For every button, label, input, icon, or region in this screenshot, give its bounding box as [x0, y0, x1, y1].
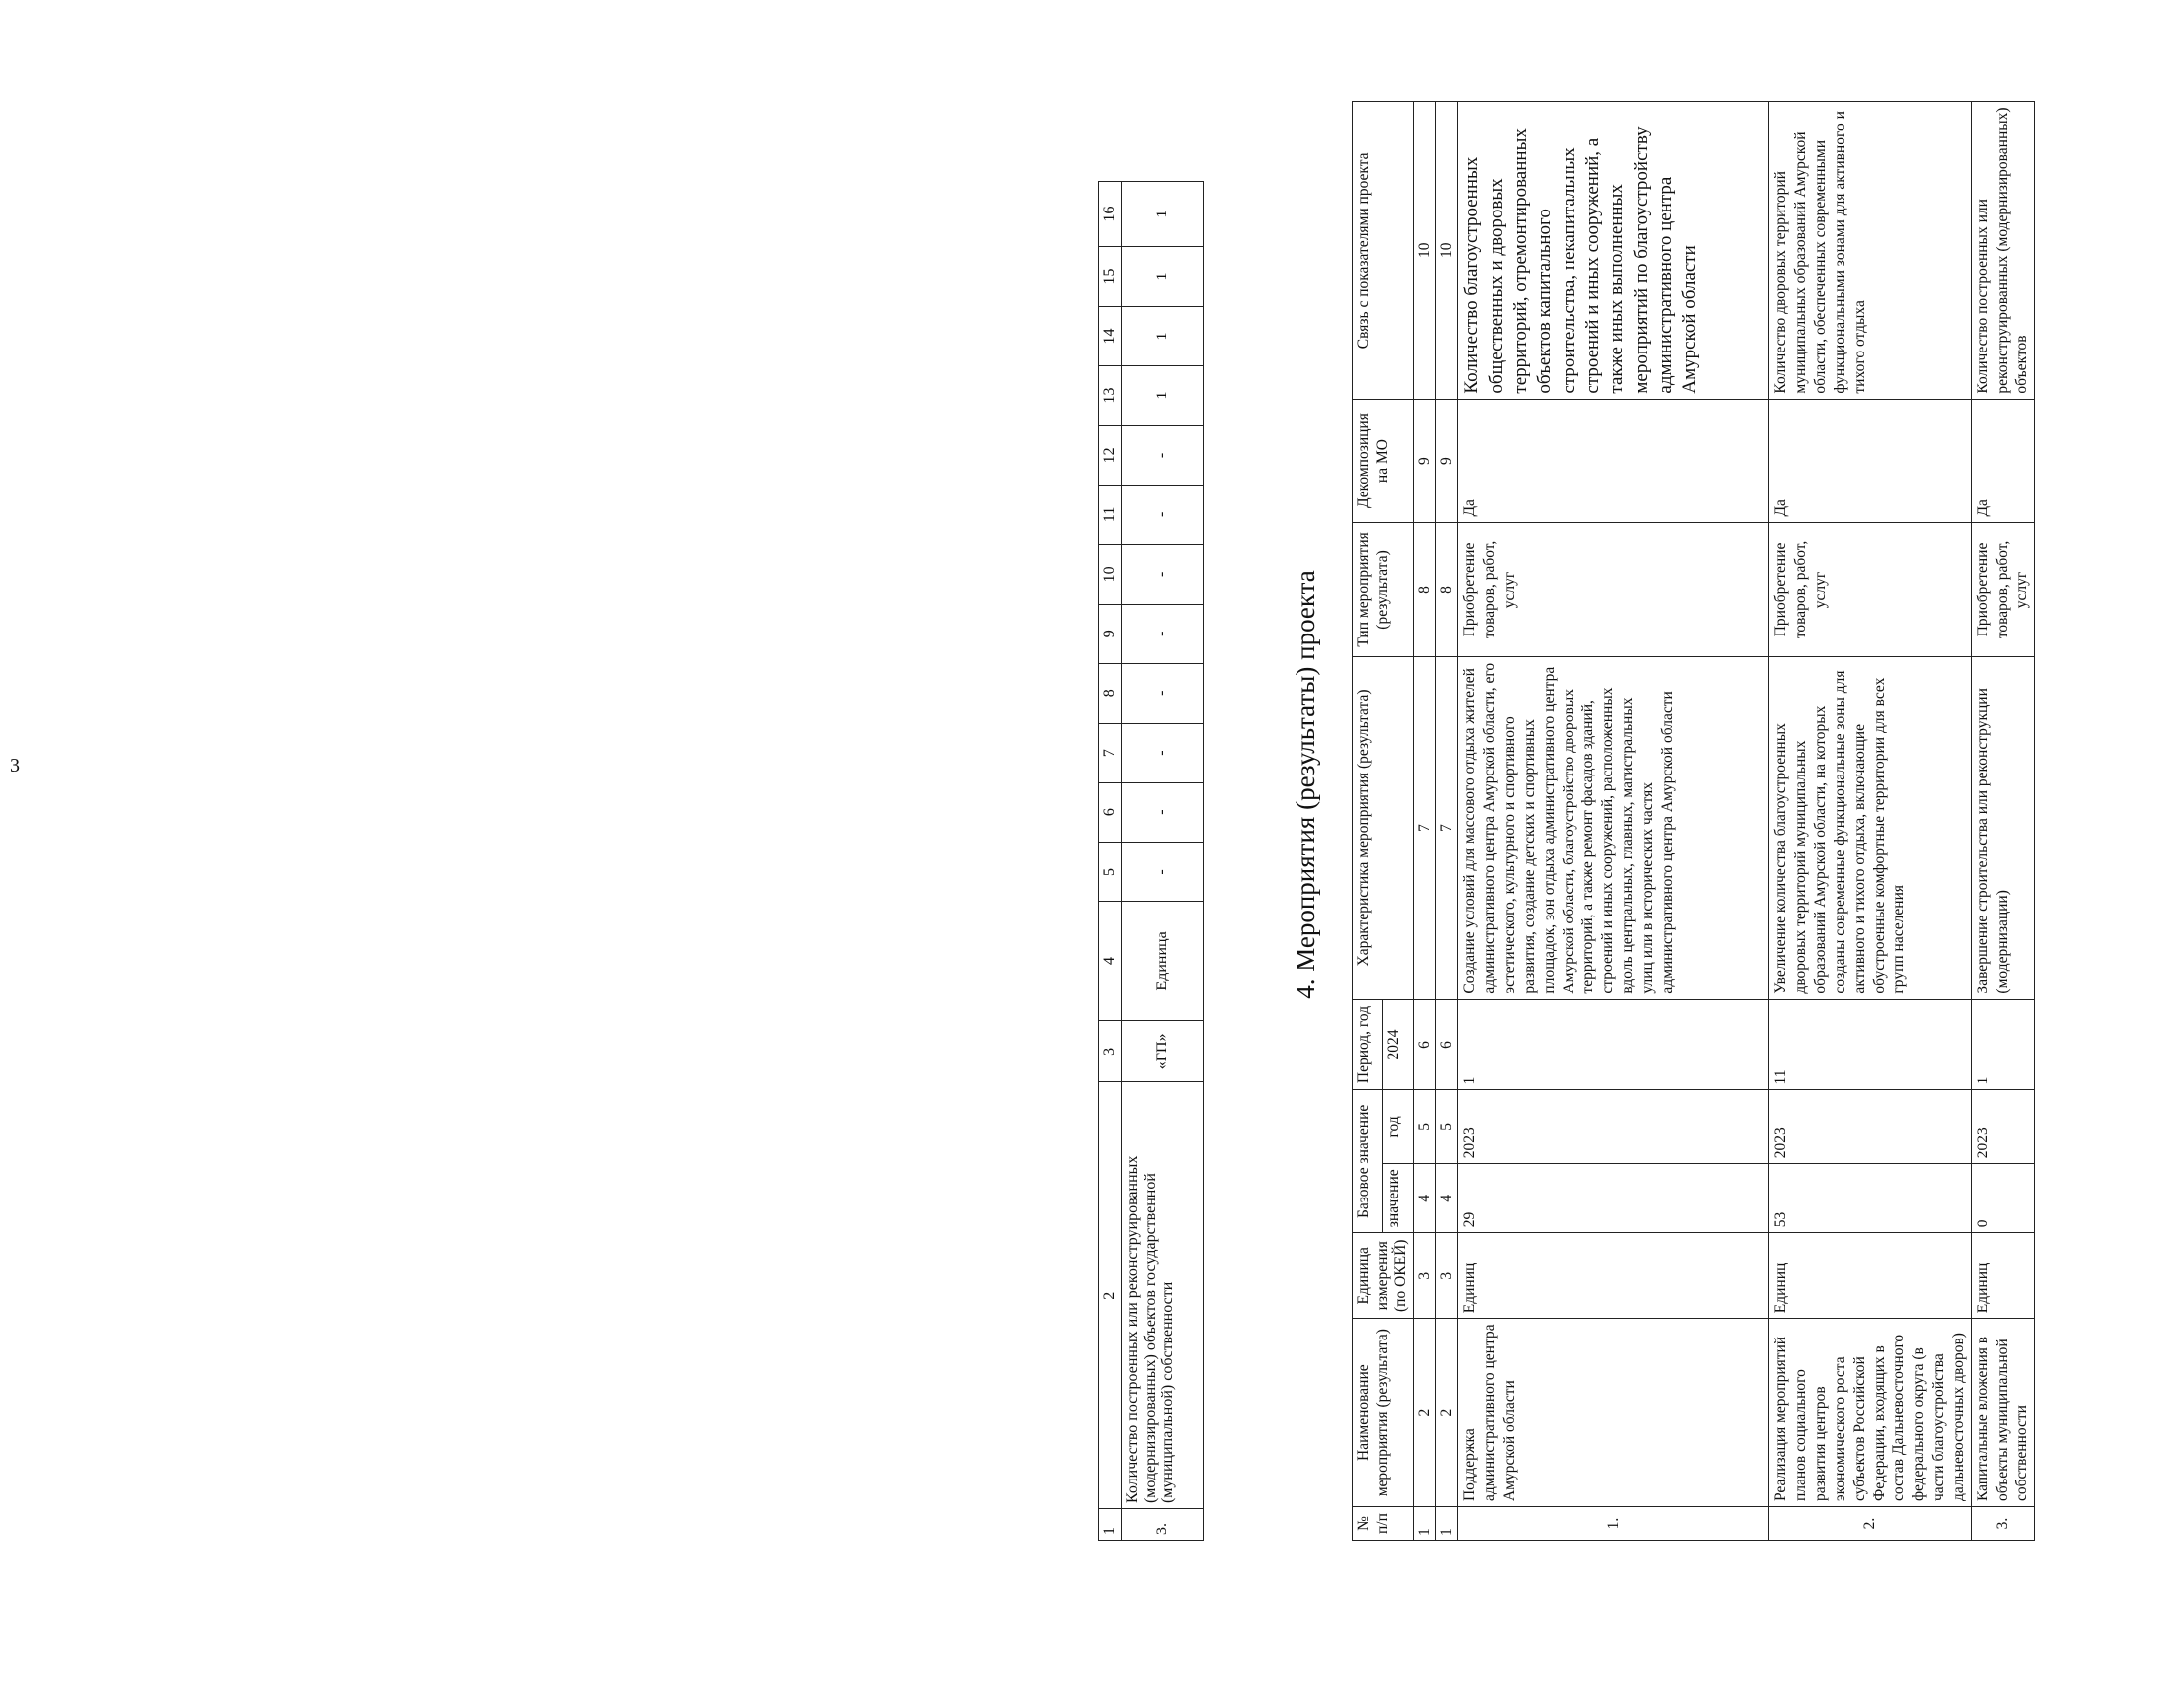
activity-characteristic: Увеличение количества благоустроенных дворовых территорий муниципальных образований Амурской области, на которых созданы современные функциональные зоны для активного и тихого отдыха, включающие обустроенные комфортные территории для всех групп населения — [1769, 657, 1971, 999]
row-number: 3. — [1122, 1509, 1204, 1541]
indicator-name: Количество построенных или реконструированных (модернизированных) объектов государственной (муниципальной) собственности — [1122, 1082, 1204, 1509]
header-cell: 9 — [1099, 604, 1122, 663]
header-base: Базовое значение — [1353, 1090, 1383, 1233]
header-decomposition: Декомпозиция на МО — [1353, 399, 1414, 522]
table-row — [1769, 102, 1971, 1541]
value-cell: 1 — [1122, 182, 1204, 247]
header-row — [1099, 182, 1122, 1541]
decomposition-value: Да — [1971, 399, 2034, 522]
column-number: 4 — [1413, 1164, 1435, 1233]
base-year: 2023 — [1971, 1090, 2034, 1164]
page-number: 3 — [10, 755, 20, 776]
column-number: 8 — [1435, 522, 1458, 657]
linked-indicator: Количество построенных или реконструированных (модернизированных) объектов — [1971, 102, 2034, 400]
header-cell: 12 — [1099, 425, 1122, 485]
column-number: 6 — [1435, 999, 1458, 1090]
value-cell: - — [1122, 723, 1204, 782]
header-base-year: год — [1383, 1090, 1413, 1164]
value-cell: - — [1122, 485, 1204, 544]
activity-unit: Единиц — [1458, 1233, 1769, 1319]
value-cell: 1 — [1122, 247, 1204, 307]
activity-unit: Единиц — [1971, 1233, 2034, 1319]
column-number-row — [1435, 102, 1458, 1541]
column-number: 1 — [1435, 1507, 1458, 1541]
header-cell: 4 — [1099, 902, 1122, 1021]
section-title: 4. Мероприятия (результаты) проекта — [1291, 570, 1320, 999]
header-type: Тип мероприятия (результата) — [1353, 522, 1414, 657]
column-number: 1 — [1413, 1507, 1435, 1541]
base-value: 29 — [1458, 1164, 1769, 1233]
row-number: 2. — [1769, 1507, 1971, 1541]
header-period-year: 2024 — [1383, 999, 1413, 1090]
column-number: 7 — [1435, 657, 1458, 999]
base-year: 2023 — [1458, 1090, 1769, 1164]
activity-type: Приобретение товаров, работ, услуг — [1971, 522, 2034, 657]
rotated-page-content — [1092, 20, 2184, 1549]
project-activities-table — [1352, 101, 2035, 1541]
header-cell: 6 — [1099, 782, 1122, 842]
column-number: 4 — [1435, 1164, 1458, 1233]
base-value: 0 — [1971, 1164, 2034, 1233]
header-name: Наименование мероприятия (результата) — [1353, 1319, 1414, 1507]
period-value: 1 — [1971, 999, 2034, 1090]
base-value: 53 — [1769, 1164, 1971, 1233]
column-number: 8 — [1413, 522, 1435, 657]
indicators-continuation-table — [1098, 181, 1204, 1541]
value-cell: - — [1122, 842, 1204, 902]
row-number: 3. — [1971, 1507, 2034, 1541]
activity-name: Капитальные вложения в объекты муниципальной собственности — [1971, 1319, 2034, 1507]
base-year: 2023 — [1769, 1090, 1971, 1164]
value-cell: 1 — [1122, 365, 1204, 425]
column-number: 10 — [1435, 102, 1458, 400]
table-row — [1971, 102, 2034, 1541]
header-cell: 1 — [1099, 1509, 1122, 1541]
column-number: 3 — [1413, 1233, 1435, 1319]
column-number: 2 — [1413, 1319, 1435, 1507]
header-cell: 10 — [1099, 544, 1122, 604]
activity-name: Реализация мероприятий планов социального развития центров экономического роста субъектов Российской Федерации, входящих в состав Дальневосточного федерального округа (в части благоустройства дальневосточных дворов) — [1769, 1319, 1971, 1507]
indicator-level: «ГП» — [1122, 1021, 1204, 1082]
value-cell: - — [1122, 782, 1204, 842]
column-number: 9 — [1413, 399, 1435, 522]
header-cell: 8 — [1099, 663, 1122, 723]
activity-type: Приобретение товаров, работ, услуг — [1458, 522, 1769, 657]
header-link: Связь с показателями проекта — [1353, 102, 1414, 400]
activity-name: Поддержка административного центра Амурской области — [1458, 1319, 1769, 1507]
linked-indicator: Количество дворовых территорий муниципальных образований Амурской области, обеспеченных современными функциональными зонами для активного и тихого отдыха — [1769, 102, 1971, 400]
header-cell: 5 — [1099, 842, 1122, 902]
column-number: 5 — [1413, 1090, 1435, 1164]
value-cell: 1 — [1122, 307, 1204, 366]
value-cell: - — [1122, 604, 1204, 663]
header-unit: Единица измерения (по ОКЕЙ) — [1353, 1233, 1414, 1319]
activity-type: Приобретение товаров, работ, услуг — [1769, 522, 1971, 657]
value-cell: - — [1122, 425, 1204, 485]
header-cell: 2 — [1099, 1082, 1122, 1509]
activity-characteristic: Завершение строительства или реконструкции (модернизации) — [1971, 657, 2034, 999]
column-number-row — [1413, 102, 1435, 1541]
value-cell: - — [1122, 544, 1204, 604]
header-row — [1353, 102, 1383, 1541]
header-cell: 3 — [1099, 1021, 1122, 1082]
period-value: 11 — [1769, 999, 1971, 1090]
activity-characteristic: Создание условий для массового отдыха жителей административного центра Амурской области, его эстетического, культурного и спортивного развития, создание детских и спортивных площадок, зон отдыха административного центра Амурской области, благоустройство дворовых территорий, а также ремонт фасадов зданий, строений и иных сооружений, расположенных вдоль центральных, главных, магистральных улиц или в исторических частях административного центра Амурской области — [1458, 657, 1769, 999]
column-number: 9 — [1435, 399, 1458, 522]
header-cell: 13 — [1099, 365, 1122, 425]
decomposition-value: Да — [1769, 399, 1971, 522]
header-cell: 14 — [1099, 307, 1122, 366]
header-cell: 11 — [1099, 485, 1122, 544]
header-characteristic: Характеристика мероприятия (результата) — [1353, 657, 1414, 999]
header-number: № п/п — [1353, 1507, 1414, 1541]
column-number: 10 — [1413, 102, 1435, 400]
column-number: 7 — [1413, 657, 1435, 999]
period-value: 1 — [1458, 999, 1769, 1090]
header-cell: 15 — [1099, 247, 1122, 307]
column-number: 6 — [1413, 999, 1435, 1090]
value-cell: - — [1122, 663, 1204, 723]
table-row — [1458, 102, 1769, 1541]
column-number: 5 — [1435, 1090, 1458, 1164]
indicator-unit: Единица — [1122, 902, 1204, 1021]
header-base-value: значение — [1383, 1164, 1413, 1233]
header-period: Период, год — [1353, 999, 1383, 1090]
activity-unit: Единиц — [1769, 1233, 1971, 1319]
row-number: 1. — [1458, 1507, 1769, 1541]
column-number: 2 — [1435, 1319, 1458, 1507]
header-cell: 16 — [1099, 182, 1122, 247]
linked-indicator: Количество благоустроенных общественных и дворовых территорий, отремонтированных объектов капитального строительства, некапитальных строений и иных сооружений, а также иных выполненных мероприятий по благоустройству административного центра Амурской области — [1458, 102, 1769, 400]
header-cell: 7 — [1099, 723, 1122, 782]
decomposition-value: Да — [1458, 399, 1769, 522]
column-number: 3 — [1435, 1233, 1458, 1319]
table-row — [1122, 182, 1204, 1541]
